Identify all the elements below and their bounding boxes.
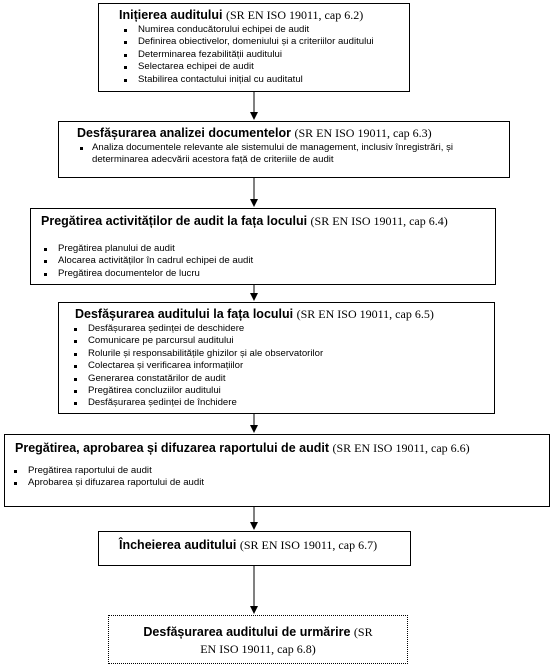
- list-item: Definirea obiectivelor, domeniului și a criteriilor auditului: [119, 36, 409, 48]
- step-onsite-preparation-list: [39, 243, 495, 280]
- step-audit-report-box: [4, 434, 550, 507]
- list-item: Numirea conducătorului echipei de audit: [119, 24, 409, 36]
- list-item: Comunicare pe parcursul auditului: [69, 335, 494, 347]
- step-onsite-preparation-title: Pregătirea activităților de audit la fața locului (SR EN ISO 19011, cap 6.4): [41, 214, 448, 228]
- list-item: Pregătirea concluziilor auditului: [69, 385, 494, 397]
- list-item: Stabilirea contactului inițial cu auditatul: [119, 74, 409, 86]
- list-item: Generarea constatărilor de audit: [69, 373, 494, 385]
- list-item: Analiza documentele relevante ale sistemului de management, inclusiv înregistrări, și determinarea adecvării acestora față de criteriile de audit: [75, 142, 501, 167]
- step-initiation-box: [98, 3, 410, 92]
- step-audit-completion-title: Încheierea auditului (SR EN ISO 19011, cap 6.7): [119, 538, 378, 552]
- list-item: Pregătirea planului de audit: [39, 243, 495, 255]
- step-document-review-title: Desfășurarea analizei documentelor (SR EN ISO 19011, cap 6.3): [77, 126, 432, 140]
- step-initiation-title: Inițierea auditului (SR EN ISO 19011, cap 6.2): [119, 8, 364, 22]
- step-document-review-box: [58, 121, 510, 178]
- step-onsite-audit-title: Desfășurarea auditului la fața locului (SR EN ISO 19011, cap 6.5): [75, 307, 434, 321]
- list-item: Rolurile și responsabilitățile ghizilor și ale observatorilor: [69, 348, 494, 360]
- list-item: Desfășurarea ședinței de deschidere: [69, 323, 494, 335]
- list-item: Alocarea activităților în cadrul echipei de audit: [39, 255, 495, 267]
- list-item: Pregătirea documentelor de lucru: [39, 268, 495, 280]
- step-audit-completion-box: [98, 531, 411, 566]
- list-item: Selectarea echipei de audit: [119, 61, 409, 73]
- step-audit-report-title: Pregătirea, aprobarea și difuzarea raportului de audit (SR EN ISO 19011, cap 6.6): [15, 441, 470, 455]
- step-initiation-list: [119, 24, 409, 86]
- list-item: Determinarea fezabilității auditului: [119, 49, 409, 61]
- step-follow-up-box: [108, 615, 408, 664]
- step-onsite-audit-list: [69, 323, 494, 410]
- list-item: Aprobarea și difuzarea raportului de audit: [9, 477, 549, 489]
- list-item: Pregătirea raportului de audit: [9, 465, 549, 477]
- list-item: Colectarea și verificarea informațiilor: [69, 360, 494, 372]
- step-audit-report-list: [9, 465, 549, 490]
- list-item: Desfășurarea ședinței de închidere: [69, 397, 494, 409]
- step-onsite-preparation-box: [30, 208, 496, 285]
- step-onsite-audit-box: [58, 302, 495, 414]
- step-document-review-list: [75, 142, 501, 167]
- step-follow-up-title: Desfășurarea auditului de urmărire (SR EN ISO 19011, cap 6.8): [143, 625, 373, 656]
